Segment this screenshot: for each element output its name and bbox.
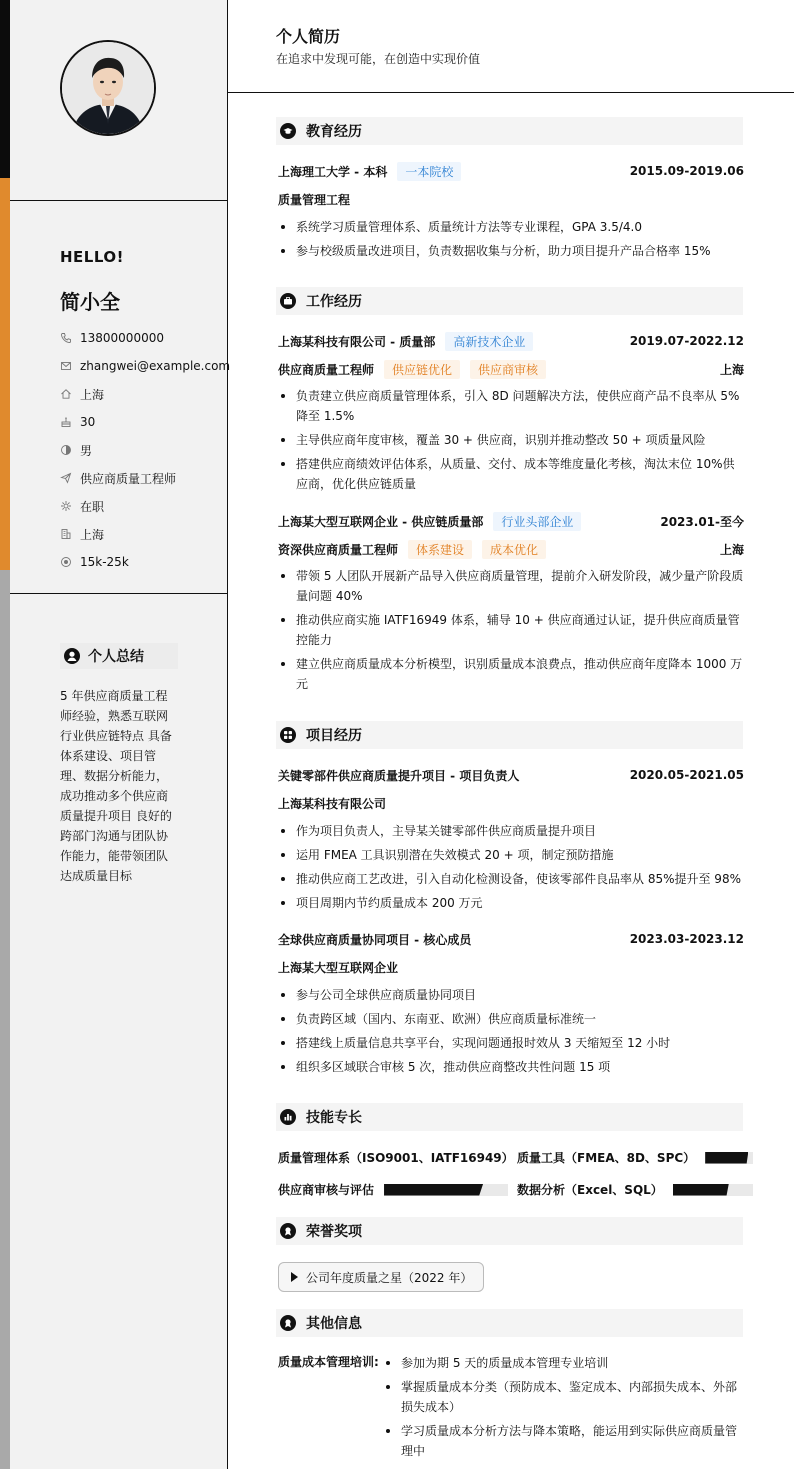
award-icon — [280, 1223, 296, 1239]
awards-section-title: 荣誉奖项 — [306, 1224, 362, 1240]
gender-icon — [60, 444, 72, 456]
accent-strip-black — [0, 0, 10, 178]
list-item: 作为项目负责人，主导某关键零部件供应商质量提升项目 — [278, 821, 744, 841]
project-2-org: 上海某大型互联网企业 — [278, 960, 399, 975]
accent-strip-orange — [0, 178, 10, 570]
education-header-row — [278, 161, 744, 181]
info-city-text: 上海 — [80, 527, 105, 542]
main-content — [228, 0, 794, 1469]
avatar-portrait-image — [62, 42, 154, 134]
project-2-header-row — [278, 929, 744, 949]
list-item: 系统学习质量管理体系、质量统计方法等专业课程，GPA 3.5/4.0 — [278, 217, 744, 237]
project-1-org-row — [278, 793, 744, 813]
user-icon — [64, 648, 80, 664]
job-1-date: 2019.07-2022.12 — [629, 334, 744, 348]
skill-level-bar — [384, 1184, 508, 1196]
job-2-header-row — [278, 511, 744, 531]
project-2-date: 2023.03-2023.12 — [629, 932, 744, 946]
education-major-row — [278, 189, 744, 209]
list-item: 搭建线上质量信息共享平台，实现问题通报时效从 3 天缩短至 12 小时 — [278, 1033, 744, 1053]
education-major: 质量管理工程 — [278, 192, 351, 207]
job-1-company: 上海某科技有限公司 - 质量部 — [278, 334, 436, 349]
person-name: 简小全 — [60, 290, 120, 314]
award-label: 公司年度质量之星（2022 年） — [306, 1270, 473, 1285]
project-1-org: 上海某科技有限公司 — [278, 796, 387, 811]
info-home-text: 上海 — [80, 387, 105, 402]
award-icon — [280, 1315, 296, 1331]
summary-title: 个人总结 — [88, 649, 144, 665]
phone-icon — [60, 332, 72, 344]
job-2-city: 上海 — [719, 542, 744, 557]
list-item: 参加为期 5 天的质量成本管理专业培训 — [383, 1353, 744, 1373]
project-1-date: 2020.05-2021.05 — [629, 768, 744, 782]
info-home — [60, 380, 230, 408]
summary-heading — [60, 643, 178, 669]
skill-level-bar — [705, 1152, 753, 1164]
salary-icon — [60, 556, 72, 568]
education-date: 2015.09-2019.06 — [629, 164, 744, 178]
info-phone — [60, 324, 230, 352]
skill-name: 数据分析（Excel、SQL） — [517, 1183, 663, 1197]
bar-chart-icon — [280, 1109, 296, 1125]
building-icon — [60, 528, 72, 540]
job-2-company-tag: 行业头部企业 — [493, 512, 581, 531]
job-2-tag: 成本优化 — [482, 540, 546, 559]
education-section-heading — [276, 117, 743, 145]
list-item: 负责建立供应商质量管理体系，引入 8D 问题解决方法，使供应商产品不良率从 5% 降至 1.5% — [278, 386, 744, 426]
job-1-company-tag: 高新技术企业 — [445, 332, 533, 351]
projects-section-title: 项目经历 — [306, 728, 362, 744]
skill-level-fill — [673, 1184, 729, 1196]
graduation-cap-icon — [280, 123, 296, 139]
grid-icon — [280, 727, 296, 743]
send-icon — [60, 472, 72, 484]
info-email — [60, 352, 230, 380]
work-section-title: 工作经历 — [306, 294, 362, 310]
info-salary — [60, 548, 230, 576]
accent-strip-gray — [0, 570, 10, 1469]
other-section-title: 其他信息 — [306, 1316, 362, 1332]
list-item: 推动供应商实施 IATF16949 体系，辅导 10 + 供应商通过认证，提升供应商质量管控能力 — [278, 610, 744, 650]
education-tag: 一本院校 — [397, 162, 461, 181]
info-age — [60, 408, 230, 436]
info-position — [60, 464, 230, 492]
avatar — [60, 40, 156, 136]
briefcase-icon — [280, 293, 296, 309]
job-2-company: 上海某大型互联网企业 - 供应链质量部 — [278, 514, 484, 529]
job-1-header-row — [278, 331, 744, 351]
list-item: 参与校级质量改进项目，负责数据收集与分析，助力项目提升产品合格率 15% — [278, 241, 744, 261]
education-school: 上海理工大学 - 本科 — [278, 164, 388, 179]
info-city — [60, 520, 230, 548]
list-item: 搭建供应商绩效评估体系，从质量、交付、成本等维度量化考核，淘汰末位 10%供应商，优化供应链质量 — [278, 454, 744, 494]
info-gender — [60, 436, 230, 464]
project-2-org-row — [278, 957, 744, 977]
info-salary-text: 15k-25k — [80, 555, 129, 569]
project-2-name: 全球供应商质量协同项目 - 核心成员 — [278, 932, 472, 947]
list-item: 主导供应商年度审核，覆盖 30 + 供应商，识别并推动整改 50 + 项质量风险 — [278, 430, 744, 450]
sidebar-divider — [10, 593, 227, 594]
skill-name: 供应商审核与评估 — [278, 1183, 375, 1197]
job-1-role: 供应商质量工程师 — [278, 362, 375, 377]
list-item: 学习质量成本分析方法与降本策略，能运用到实际供应商质量管理中 — [383, 1421, 744, 1461]
home-icon — [60, 388, 72, 400]
skill-item — [517, 1181, 753, 1198]
project-1-name: 关键零部件供应商质量提升项目 - 项目负责人 — [278, 768, 520, 783]
hello-heading: HELLO! — [60, 248, 124, 266]
job-2-date: 2023.01-至今 — [660, 514, 744, 529]
sidebar-divider — [10, 200, 227, 201]
list-item: 运用 FMEA 工具识别潜在失效模式 20 + 项，制定预防措施 — [278, 845, 744, 865]
list-item: 掌握质量成本分类（预防成本、鉴定成本、内部损失成本、外部损失成本） — [383, 1377, 744, 1417]
other-section-heading — [276, 1309, 743, 1337]
skills-section-title: 技能专长 — [306, 1110, 362, 1126]
info-position-text: 供应商质量工程师 — [80, 471, 177, 486]
projects-section-heading — [276, 721, 743, 749]
skill-level-bar — [673, 1184, 753, 1196]
job-1-bullet-list — [278, 386, 744, 498]
page-title: 个人简历 — [276, 27, 341, 46]
skill-level-fill — [705, 1152, 748, 1164]
project-1-header-row — [278, 765, 744, 785]
info-phone-text: 13800000000 — [80, 331, 164, 345]
list-item: 建立供应商质量成本分析模型，识别质量成本浪费点，推动供应商年度降本 1000 万元 — [278, 654, 744, 694]
other-bullet-list — [383, 1353, 744, 1465]
list-item: 组织多区域联合审核 5 次，推动供应商整改共性问题 15 项 — [278, 1057, 744, 1077]
list-item: 项目周期内节约质量成本 200 万元 — [278, 893, 744, 913]
list-item: 推动供应商工艺改进，引入自动化检测设备，使该零部件良品率从 85%提升至 98% — [278, 869, 744, 889]
job-2-role-row — [278, 539, 744, 559]
info-status — [60, 492, 230, 520]
skill-name: 质量工具（FMEA、8D、SPC） — [517, 1151, 696, 1165]
contact-info-list — [60, 324, 230, 576]
job-1-tag: 供应链优化 — [384, 360, 460, 379]
info-email-text: zhangwei@example.com — [80, 359, 231, 373]
job-1-city: 上海 — [719, 362, 744, 377]
skills-section-heading — [276, 1103, 743, 1131]
job-2-tag: 体系建设 — [408, 540, 472, 559]
job-1-role-row — [278, 359, 744, 379]
project-1-bullet-list — [278, 821, 744, 917]
skill-name: 质量管理体系（ISO9001、IATF16949） — [278, 1151, 514, 1165]
job-2-bullet-list — [278, 566, 744, 698]
award-item[interactable] — [278, 1262, 484, 1292]
list-item: 负责跨区域（国内、东南亚、欧洲）供应商质量标准统一 — [278, 1009, 744, 1029]
project-2-bullet-list — [278, 985, 744, 1081]
list-item: 参与公司全球供应商质量协同项目 — [278, 985, 744, 1005]
sidebar — [10, 0, 231, 1469]
page-header — [228, 0, 794, 93]
status-icon — [60, 500, 72, 512]
mail-icon — [60, 360, 72, 372]
info-age-text: 30 — [80, 415, 96, 429]
skill-item — [278, 1149, 514, 1166]
work-section-heading — [276, 287, 743, 315]
info-status-text: 在职 — [80, 499, 105, 514]
other-training-label: 质量成本管理培训: — [278, 1355, 379, 1369]
caret-right-icon — [291, 1272, 298, 1282]
page-subtitle: 在追求中发现可能，在创造中实现价值 — [276, 52, 481, 66]
awards-section-heading — [276, 1217, 743, 1245]
info-gender-text: 男 — [80, 443, 93, 458]
job-2-role: 资深供应商质量工程师 — [278, 542, 399, 557]
education-bullet-list — [278, 217, 744, 265]
summary-text: 5 年供应商质量工程师经验，熟悉互联网行业供应链特点 具备体系建设、项目管理、数据分析能力，成功推动多个供应商质量提升项目 良好的跨部门沟通与团队协作能力，能带领团队达成质量目标 — [60, 689, 172, 883]
education-section-title: 教育经历 — [306, 124, 362, 140]
list-item: 带领 5 人团队开展新产品导入供应商质量管理，提前介入研发阶段，减少量产阶段质量问题 40% — [278, 566, 744, 606]
cake-icon — [60, 416, 72, 428]
skill-item — [278, 1181, 508, 1198]
skill-level-fill — [384, 1184, 483, 1196]
job-1-tag: 供应商审核 — [470, 360, 546, 379]
skill-item — [517, 1149, 753, 1166]
